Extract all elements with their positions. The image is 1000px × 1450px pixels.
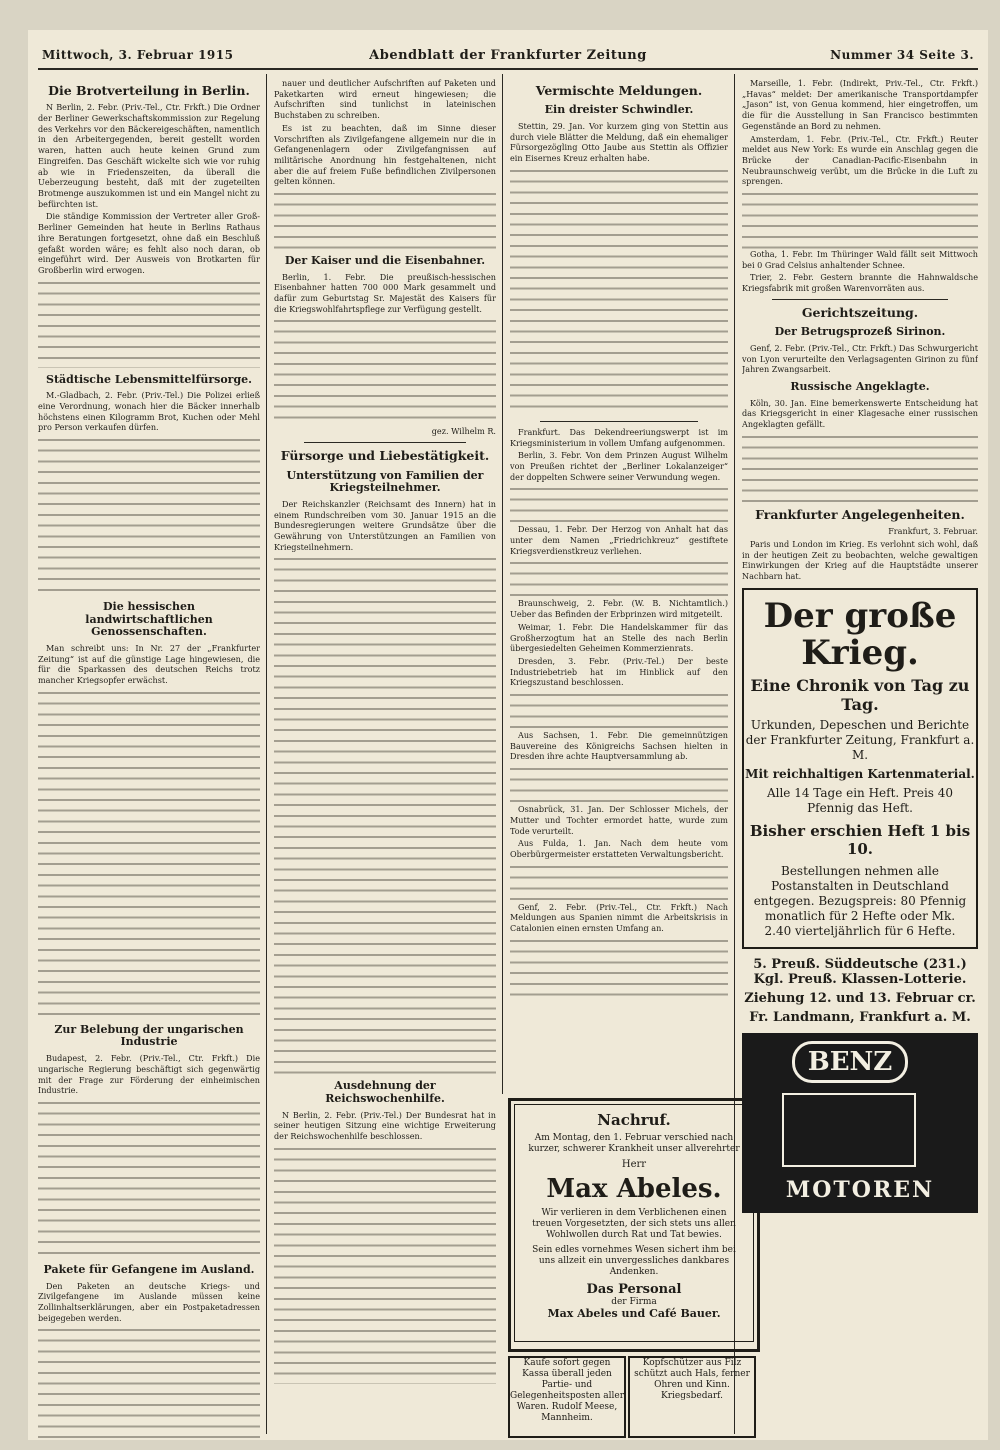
benz-logo: BENZ — [792, 1041, 908, 1083]
article-text: N Berlin, 2. Febr. (Priv.-Tel.) Der Bundesrat hat in seiner heutigen Sitzung eine wichtige Erweiterung der Reichswochenhilfe beschlossen. — [274, 1109, 496, 1142]
body-text-lines — [274, 316, 496, 426]
body-text-lines — [510, 764, 728, 804]
body-text-lines — [274, 1144, 496, 1384]
article-text: Köln, 30. Jan. Eine bemerkenswerte Entscheidung hat das Kriegsgericht in einer Klagesache einer russischen Angeklagten gefällt. — [742, 397, 978, 430]
body-text-lines — [38, 1098, 260, 1258]
obituary-name: Max Abeles. — [546, 1174, 722, 1204]
ad-subtitle: Eine Chronik von Tag zu Tag. — [750, 676, 970, 715]
article-text: Aus Sachsen, 1. Febr. Die gemeinnützigen Bauvereine des Königreichs Sachsen hielten in Dresden ihre achte Hauptversammlung ab. — [510, 730, 728, 762]
body-text-lines — [38, 435, 260, 595]
article-text: Amsterdam, 1. Febr. (Priv.-Tel., Ctr. Frkft.) Reuter meldet aus New York: Es wurde ein Anschlag gegen die Brücke der Canadian-Pacific-Eisenbahn in Neubraunschweig verübt, um die Brücke in die Luft zu sprengen. — [742, 133, 978, 187]
body-text-lines — [38, 1325, 260, 1438]
issue-number: Nummer 34 Seite 3. — [830, 48, 974, 62]
headline-kaiser-railwaymen: Der Kaiser und die Eisenbahner. — [284, 254, 486, 268]
column-3 — [510, 78, 728, 1093]
separator — [772, 299, 948, 300]
headline-miscellaneous: Vermischte Meldungen. — [535, 83, 703, 98]
body-text-lines — [38, 278, 260, 368]
headline-municipal-food: Städtische Lebensmittelfürsorge. — [46, 372, 252, 386]
obituary-text: Wir verlieren in dem Verblichenen einen treuen Vorgesetzten, der sich stets uns allen Wohlwollen durch Rat und Tat bewies. — [532, 1208, 736, 1240]
headline-swindler: Ein dreister Schwindler. — [544, 103, 694, 117]
headline-welfare: Fürsorge und Liebestätigkeit. — [280, 448, 490, 464]
column-2 — [274, 78, 496, 1438]
headline-family-support: Unterstützung von Familien der Kriegsteilnehmer. — [286, 468, 484, 495]
body-text-lines — [510, 690, 728, 730]
body-text-lines — [274, 189, 496, 249]
ad-text: Urkunden, Depeschen und Berichte der Frankfurter Zeitung, Frankfurt a. M. — [745, 718, 975, 763]
article-text: Es ist zu beachten, daß im Sinne dieser Vorschriften als Zivilgefangene allgemein nur die in Gefangenenlagern oder Zivilgefangnissen auf militärische Anordnung hin festgehaltenen, nicht aber die auf freiem Fuße befindlichen Zivilpersonen gelten können. — [274, 122, 496, 187]
body-text-lines — [510, 166, 728, 416]
headline-bread-distribution: Die Brotverteilung in Berlin. — [48, 83, 250, 98]
article-text: Stettin, 29. Jan. Vor kurzem ging von Stettin aus durch viele Blätter die Meldung, daß ein ehemaliger Fürsorgezögling Otto Jaube aus Stettin als Offizier ein Eisernes Kreuz erhalten habe. — [510, 121, 728, 164]
body-text-lines — [510, 936, 728, 996]
ad-great-war-chronicle — [742, 588, 978, 950]
obituary-text: Sein edles vornehmes Wesen sichert ihm bei uns allzeit ein unvergessliches dankbares Andenken. — [532, 1245, 736, 1277]
newspaper-title: Abendblatt der Frankfurter Zeitung — [369, 48, 647, 63]
headline-frankfurt-affairs: Frankfurter Angelegenheiten. — [755, 506, 965, 522]
body-text-lines — [274, 554, 496, 1074]
benz-motor-text: MOTOREN — [785, 1177, 935, 1204]
article-text: Osnabrück, 31. Jan. Der Schlosser Michels, der Mutter und Tochter ermordet hatte, wurde zum Tode verurteilt. — [510, 804, 728, 836]
body-text-lines — [510, 862, 728, 902]
article-text: Budapest, 2. Febr. (Priv.-Tel., Ctr. Frkft.) Die ungarische Regierung beschäftigt sich gegenwärtig mit der Frage zur Förderung der einheimischen Industrie. — [38, 1053, 260, 1096]
article-text: Die ständige Kommission der Vertreter aller Groß-Berliner Gemeinden hat heute in Berlins Rathaus ihre Beratungen fortgesetzt, ohne daß ein Beschluß gefaßt worden wäre; es fehlt also noch daran, ob eingeführt wird. Der Ausweis von Brotkarten für Großberlin wird erwogen. — [38, 211, 260, 275]
body-text-lines — [510, 558, 728, 598]
separator — [304, 442, 466, 443]
obituary-signature: Max Abeles und Café Bauer. — [547, 1307, 721, 1320]
article-text: Den Paketen an deutsche Kriegs- und Zivilgefangene im Auslande müssen keine Zollinhaltserklärungen, aber ein Postpaketadressen beigegeben werden. — [38, 1280, 260, 1323]
article-text: Braunschweig, 2. Febr. (W. B. Nichtamtlich.) Ueber das Befinden der Erbprinzen wird mitgeteilt. — [510, 598, 728, 620]
ad-benz — [742, 1033, 978, 1213]
body-text-lines — [742, 432, 978, 502]
ad-text: Bestellungen nehmen alle Postanstalten in Deutschland entgegen. Bezugspreis: 80 Pfennig monatlich für 2 Hefte oder Mk. 2.40 vierteljährlich für 6 Hefte. — [753, 864, 967, 939]
article-text: Gotha, 1. Febr. Im Thüringer Wald fällt seit Mittwoch bei 0 Grad Celsius anhaltender Schnee. — [742, 249, 978, 270]
article-text: M.-Gladbach, 2. Febr. (Priv.-Tel.) Die Polizei erließ eine Verordnung, wonach hier die Bäcker innerhalb höchstens einen Kilogramm Brot, Kuchen oder Mehl pro Person verkaufen dürfen. — [38, 390, 260, 433]
body-text-lines — [38, 688, 260, 1018]
headline-hessian-cooperatives: Die hessischen landwirtschaftlichen Genossenschaften. — [85, 600, 213, 639]
article-text: Genf, 2. Febr. (Priv.-Tel., Ctr. Frkft.) Nach Meldungen aus Spanien nimmt die Arbeitskrisis in Catalonien einen ernsten Umfang an. — [510, 901, 728, 934]
obituary-signature: der Firma — [611, 1297, 657, 1307]
column-4 — [742, 78, 978, 1438]
body-text-lines — [510, 484, 728, 524]
article-text: N Berlin, 2. Febr. (Priv.-Tel., Ctr. Frkft.) Die Ordner der Berliner Gewerkschaftskommission zur Regelung des Verkehrs vor den Bäckereigeschäften, namentlich in den Arbeitergegenden, bereit gestellt worden waren, hatten auch heute keinen Grund zum Eingreifen. Das Geschäft wickelte sich wie vor ruhig ab wie in Friedenszeiten, da überall die Ueberzeugung besteht, daß mit der zugeteilten Brotmenge auszukommen ist und ein Mangel nicht zu befürchten ist. — [38, 102, 260, 209]
article-text: Der Reichskanzler (Reichsamt des Innern) hat in einem Rundschreiben vom 30. Januar 1915 an die Bundesregierungen weitere Grundsätze über die Gewährung von Unterstützungen an Familien von Kriegsteilnehmern. — [274, 498, 496, 552]
newspaper-page — [28, 30, 988, 1440]
ad-purchase — [508, 1356, 626, 1438]
article-text: Dresden, 3. Febr. (Priv.-Tel.) Der beste Industriebetrieb hat im Hinblick auf den Kriegszustand beschlossen. — [510, 655, 728, 688]
headline-fraud-trial: Der Betrugsprozeß Sirinon. — [774, 325, 946, 339]
lottery-firm: Fr. Landmann, Frankfurt a. M. — [749, 1010, 971, 1026]
ad-lottery — [742, 957, 978, 1025]
column-rule-1 — [266, 74, 267, 1434]
headline-prisoner-parcels: Pakete für Gefangene im Ausland. — [43, 1262, 255, 1276]
article-text: Dessau, 1. Febr. Der Herzog von Anhalt hat das unter dem Namen „Friedrichkreuz“ gestiftete Kriegsverdienstkreuz verliehen. — [510, 524, 728, 556]
obituary-signature: Das Personal — [586, 1282, 682, 1297]
article-text: Marseille, 1. Febr. (Indirekt, Priv.-Tel., Ctr. Frkft.) „Havas“ meldet: Der amerikanische Transportdampfer „Jason“ ist, von Genua kommend, hier eingetroffen, um die für die Ausstellung in San Francisco bestimmten Gegenstände an Bord zu nehmen. — [742, 78, 978, 131]
ad-text: Kopfschützer aus Filz schützt auch Hals, ferner Ohren und Kinn. Kriegsbedarf. — [634, 1358, 750, 1401]
ad-text: Bisher erschien Heft 1 bis 10. — [749, 822, 971, 859]
body-text-lines — [742, 189, 978, 249]
obituary-herr: Herr — [621, 1159, 647, 1170]
obituary-text: Am Montag, den 1. Februar verschied nach kurzer, schwerer Krankheit unser allverehrter — [528, 1133, 740, 1154]
ad-headwear — [628, 1356, 756, 1438]
article-text: Weimar, 1. Febr. Die Handelskammer für das Großherzogtum hat an Stelle des nach Berlin übergesiedelten Geheimen Kommerzienrats. — [510, 621, 728, 654]
dateline: Frankfurt, 3. Februar. — [888, 526, 978, 537]
lottery-date: Ziehung 12. und 13. Februar cr. — [744, 991, 976, 1007]
column-rule-2 — [502, 74, 503, 1094]
article-text: Frankfurt. Das Dekendreeriungswerpt ist im Kriegsministerium in vollem Umfang aufgenommen. — [510, 426, 728, 448]
article-text: Man schreibt uns: In Nr. 27 der „Frankfurter Zeitung“ ist auf die günstige Lage hingewiesen, die für die Sparkassen des deutschen Reichs trotz mancher Kriegsopfer erwächst. — [38, 643, 260, 686]
ad-text: Mit reichhaltigen Kartenmaterial. — [745, 767, 975, 782]
separator — [540, 421, 698, 422]
article-text: Aus Fulda, 1. Jan. Nach dem heute vom Oberbürgermeister erstatteten Verwaltungsbericht. — [510, 838, 728, 859]
article-text: Genf, 2. Febr. (Priv.-Tel., Ctr. Frkft.) Das Schwurgericht von Lyon verurteilte den Verlagsagenten Girinon zu fünf Jahren Zwangsarbeit. — [742, 342, 978, 375]
obituary-title: Nachruf. — [597, 1111, 671, 1129]
masthead-rule — [38, 68, 978, 70]
issue-date: Mittwoch, 3. Februar 1915 — [42, 48, 234, 62]
ad-text: Kaufe sofort gegen Kassa überall jeden Partie- und Gelegenheitsposten aller Waren. Rudolf Meese, Mannheim. — [510, 1358, 624, 1423]
article-text: Berlin, 3. Febr. Von dem Prinzen August Wilhelm von Preußen richtet der „Berliner Lokalanzeiger“ der doppelten Schwere seiner Verwundung wegen. — [510, 450, 728, 482]
headline-court: Gerichtszeitung. — [801, 304, 919, 320]
article-text: Paris und London im Krieg. Es verlohnt sich wohl, daß in der heutigen Zeit zu beobachten, welche gewaltigen Einwirkungen der Krieg auf die Hauptstädte unserer Nachbarn hat. — [742, 538, 978, 581]
article-text: Trier, 2. Febr. Gestern brannte die Hahnwaldsche Kriegsfabrik mit großen Warenvorräten aus. — [742, 272, 978, 294]
ad-title: Der große Krieg. — [763, 595, 957, 673]
signature: gez. Wilhelm R. — [431, 426, 496, 437]
column-1 — [38, 78, 260, 1438]
obituary-notice — [508, 1098, 760, 1352]
headline-maternity-aid: Ausdehnung der Reichswochenhilfe. — [325, 1079, 445, 1105]
article-text: nauer und deutlicher Aufschriften auf Paketen und Paketkarten wird erneut hingewiesen; die Aufschriften sind tunlichst in lateinischen Buchstaben zu schreiben. — [274, 78, 496, 121]
ad-text: Alle 14 Tage ein Heft. Preis 40 Pfennig das Heft. — [766, 786, 954, 816]
headline-hungarian-industry: Zur Belebung der ungarischen Industrie — [54, 1022, 244, 1049]
engine-illustration — [782, 1093, 916, 1167]
headline-russian-defendants: Russische Angeklagte. — [790, 379, 930, 393]
lottery-title: 5. Preuß. Süddeutsche (231.) Kgl. Preuß. Klassen-Lotterie. — [753, 957, 967, 988]
article-text: Berlin, 1. Febr. Die preußisch-hessischen Eisenbahner hatten 700 000 Mark gesammelt und dafür zum Geburtstag Sr. Majestät des Kaisers für die Kriegswohlfahrtspflege zur Verfügung gestellt. — [274, 271, 496, 314]
